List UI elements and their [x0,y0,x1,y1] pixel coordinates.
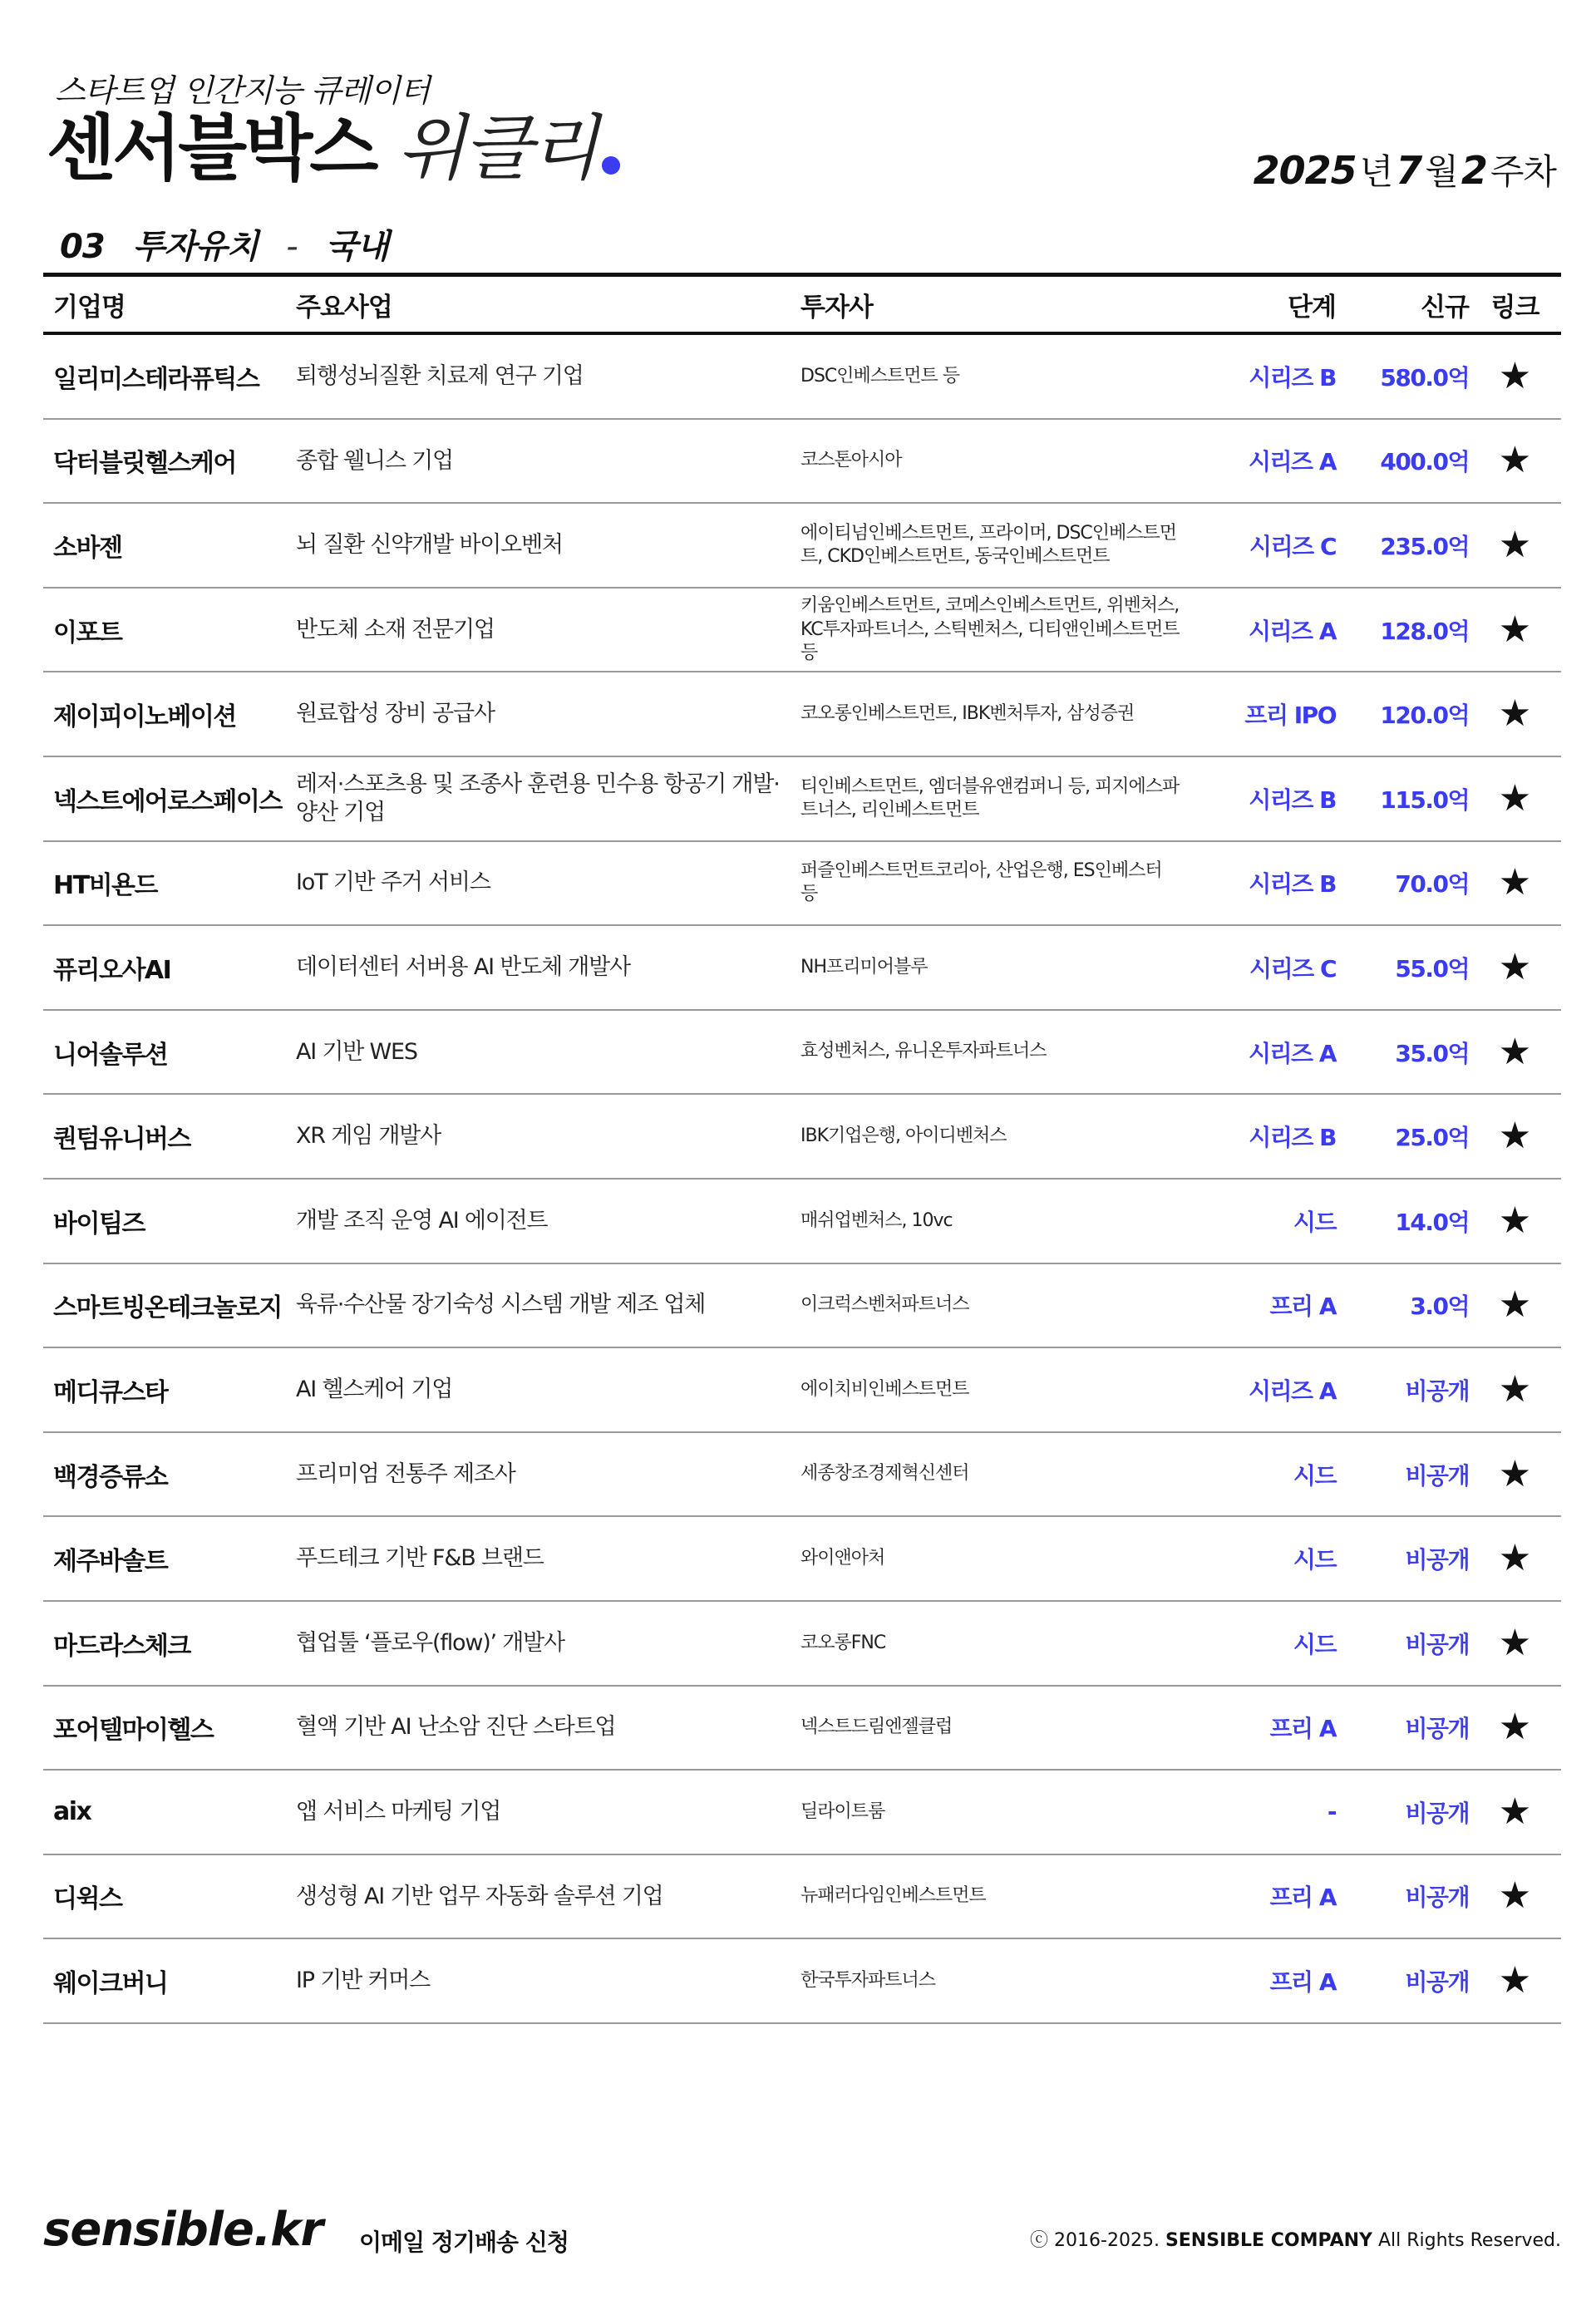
page-footer [43,2201,1561,2259]
investment-stage: 시리즈 B [1249,363,1336,392]
business-description: 혈액 기반 AI 난소암 진단 스타트업 [296,1714,616,1741]
investment-amount: 비공개 [1405,1884,1469,1912]
investors-list: 넥스트드림엔젤클럽 [800,1716,953,1738]
brand-dot-icon [602,156,620,175]
issue-week [1254,145,1556,195]
investors-list: 퍼즐인베스트먼트코리아, 산업은행, ES인베스터 등 [800,860,1162,905]
company-name: 웨이크버니 [53,1969,168,1999]
investors-list: 세종창조경제혁신센터 [800,1463,969,1485]
company-name: 퓨리오사AI [53,955,171,985]
week-number: 2 [1461,148,1487,193]
investment-stage: 시리즈 A [1248,1377,1336,1405]
subscribe-link[interactable]: 이메일 정기배송 신청 [359,2229,569,2256]
copyright-company: SENSIBLE COMPANY [1165,2230,1372,2251]
company-name: 넥스트에어로스페이스 [53,786,282,816]
investors-list: 한국투자파트너스 [800,1970,936,1991]
business-description: IoT 기반 주거 서비스 [296,869,490,896]
business-description: 데이터센터 서버용 AI 반도체 개발사 [296,954,630,981]
investment-amount: 70.0억 [1395,870,1469,899]
table-row [43,1602,1561,1687]
week-year-unit: 년 [1359,151,1393,192]
section-dash: - [286,228,298,266]
brand-title [47,107,620,190]
investors-list: 에이티넘인베스트먼트, 프라이머, DSC인베스트먼트, CKD인베스트먼트, 동국인베스트먼트 [800,522,1177,567]
investors-list: 코스톤아시아 [800,450,902,471]
investment-amount: 비공개 [1405,1630,1469,1658]
section-heading [60,220,388,268]
investment-stage: 프리 A [1269,1968,1336,1997]
copyright [1030,2226,1561,2252]
investment-stage: 시드 [1293,1208,1336,1236]
business-description: 뇌 질환 신약개발 바이오벤처 [296,532,563,559]
company-name: 닥터블릿헬스케어 [53,449,236,479]
star-link-icon[interactable]: ★ [1498,1537,1532,1580]
company-name: 제이피이노베이션 [53,702,236,732]
table-row [43,504,1561,589]
star-link-icon[interactable]: ★ [1498,1030,1532,1073]
business-description: 생성형 AI 기반 업무 자동화 솔루션 기업 [296,1883,663,1909]
investment-stage: 시리즈 B [1249,1124,1336,1152]
investment-amount: 400.0억 [1380,448,1469,476]
company-name: 스마트빙온테크놀로지 [53,1293,282,1323]
investment-amount: 3.0억 [1410,1293,1469,1321]
table-row [43,842,1561,927]
business-description: 반도체 소재 전문기업 [296,616,495,643]
investment-stage: - [1327,1798,1336,1826]
investment-amount: 비공개 [1405,1461,1469,1490]
table-header [43,277,1561,335]
table-row [43,1687,1561,1771]
investment-amount: 비공개 [1405,1546,1469,1574]
company-name: 메디큐스타 [53,1377,168,1407]
business-description: 협업툴 ‘플로우(flow)’ 개발사 [296,1629,564,1656]
star-link-icon[interactable]: ★ [1498,1621,1532,1664]
business-description: IP 기반 커머스 [296,1968,431,1994]
table-row [43,1433,1561,1518]
investment-stage: 시리즈 A [1248,448,1336,476]
star-link-icon[interactable]: ★ [1498,1790,1532,1833]
table-row [43,420,1561,505]
company-name: HT비욘드 [53,871,158,901]
investment-amount: 비공개 [1405,1715,1469,1743]
star-link-icon[interactable]: ★ [1498,945,1532,988]
company-name: 디윅스 [53,1884,122,1914]
investors-list: 에이치비인베스트먼트 [800,1378,969,1400]
company-name: 이포트 [53,618,122,648]
investors-list: IBK기업은행, 아이디벤처스 [800,1125,1007,1147]
company-name: 바이팀즈 [53,1209,145,1239]
star-link-icon[interactable]: ★ [1498,1367,1532,1411]
investors-list: 딜라이트룸 [800,1800,885,1822]
business-description: XR 게임 개발사 [296,1123,441,1150]
investors-list: 코오롱인베스트먼트, IBK벤처투자, 삼성증권 [800,703,1135,725]
investors-list: 키움인베스트먼트, 코메스인베스트먼트, 위벤처스, KC투자파트너스, 스틱벤처스, 디티앤인베스트먼트 등 [800,595,1180,663]
brand-weekly: 위클리 [397,107,597,190]
investors-list: 티인베스트먼트, 엠더블유앤컴퍼니 등, 피지에스파트너스, 리인베스트먼트 [800,776,1180,820]
week-month: 7 [1396,148,1422,193]
investment-amount: 580.0억 [1380,363,1469,392]
investors-list: 뉴패러다임인베스트먼트 [800,1885,986,1907]
star-link-icon[interactable]: ★ [1498,439,1532,482]
table-row [43,335,1561,420]
table-row [43,1517,1561,1602]
brand-name: 센서블박스 [47,107,376,190]
table-row [43,1939,1561,2024]
investment-amount: 235.0억 [1380,532,1469,560]
column-header-stage: 단계 [1288,292,1336,323]
investment-stage: 시리즈 A [1248,1039,1336,1067]
star-link-icon[interactable]: ★ [1498,1706,1532,1749]
investment-amount: 35.0억 [1395,1039,1469,1067]
sensible-logo[interactable]: sensible.kr [43,2203,323,2257]
investment-stage: 시리즈 B [1249,786,1336,814]
star-link-icon[interactable]: ★ [1498,608,1532,651]
star-link-icon[interactable]: ★ [1498,1452,1532,1495]
company-name: 퀀텀유니버스 [53,1125,190,1155]
company-name: 소바젠 [53,533,122,563]
star-link-icon[interactable]: ★ [1498,1959,1532,2002]
business-description: 레저·스포츠용 및 조종사 훈련용 민수용 항공기 개발·양산 기업 [296,771,780,825]
table-row [43,926,1561,1011]
investment-amount: 비공개 [1405,1968,1469,1997]
header-subtitle: 스타트업 인간지능 큐레이터 [55,72,430,109]
column-header-amount: 신규 [1421,292,1469,323]
company-name: 제주바솔트 [53,1547,168,1577]
business-description: AI 기반 WES [296,1038,417,1065]
page-header [43,58,1556,208]
investment-stage: 시리즈 C [1249,532,1336,560]
table-row [43,1264,1561,1349]
business-description: 앱 서비스 마케팅 기업 [296,1799,501,1825]
investment-amount: 25.0억 [1395,1124,1469,1152]
investment-stage: 프리 IPO [1244,702,1336,730]
section-title: 투자유치 [132,228,259,266]
investment-stage: 프리 A [1269,1293,1336,1321]
star-link-icon[interactable]: ★ [1498,1199,1532,1242]
investment-stage: 시리즈 A [1248,617,1336,645]
investors-list: 코오롱FNC [800,1632,886,1653]
company-name: 일리미스테라퓨틱스 [53,364,259,394]
table-row [43,1855,1561,1940]
table-row [43,1011,1561,1096]
table-row [43,757,1561,842]
investment-amount: 128.0억 [1380,617,1469,645]
company-name: 니어솔루션 [53,1040,168,1070]
table-row [43,672,1561,757]
star-link-icon[interactable]: ★ [1498,692,1532,736]
star-link-icon[interactable]: ★ [1498,1115,1532,1158]
investment-amount: 비공개 [1405,1799,1469,1827]
investors-list: 이크럭스벤처파트너스 [800,1294,969,1316]
business-description: AI 헬스케어 기업 [296,1377,453,1403]
business-description: 푸드테크 기반 F&B 브랜드 [296,1545,544,1572]
star-link-icon[interactable]: ★ [1498,861,1532,904]
section-number: 03 [60,228,105,266]
table-row [43,1348,1561,1433]
section-region: 국내 [325,228,388,266]
investment-stage: 프리 A [1269,1715,1336,1743]
copyright-prefix: ⓒ 2016-2025. [1030,2230,1160,2251]
investment-amount: 115.0억 [1380,786,1469,814]
business-description: 육류·수산물 장기숙성 시스템 개발 제조 업체 [296,1292,706,1318]
business-description: 개발 조직 운영 AI 에이전트 [296,1207,548,1234]
table-row [43,589,1561,673]
company-name: aix [53,1797,91,1827]
table-row [43,1180,1561,1264]
investment-stage: 시드 [1293,1461,1336,1490]
investment-table [43,273,1561,2024]
company-name: 백경증류소 [53,1462,168,1492]
investors-list: 와이앤아처 [800,1548,885,1569]
star-link-icon[interactable]: ★ [1498,354,1532,397]
investment-amount: 비공개 [1405,1377,1469,1405]
business-description: 프리미엄 전통주 제조사 [296,1460,515,1487]
investment-amount: 55.0억 [1395,954,1469,983]
investors-list: NH프리미어블루 [800,956,928,978]
business-description: 종합 웰니스 기업 [296,447,453,474]
business-description: 원료합성 장비 공급사 [296,701,495,727]
table-row [43,1771,1561,1855]
investment-amount: 14.0억 [1395,1208,1469,1236]
company-name: 마드라스체크 [53,1631,190,1661]
business-description: 퇴행성뇌질환 치료제 연구 기업 [296,362,584,389]
column-header-business: 주요사업 [296,292,392,323]
star-link-icon[interactable]: ★ [1498,523,1532,566]
star-link-icon[interactable]: ★ [1498,1283,1532,1327]
investment-stage: 시드 [1293,1546,1336,1574]
company-name: 포어텔마이헬스 [53,1716,214,1746]
week-number-unit: 주차 [1490,151,1556,192]
copyright-rights: All Rights Reserved. [1377,2230,1561,2251]
investment-amount: 120.0억 [1380,702,1469,730]
table-body [43,335,1561,2024]
week-month-unit: 월 [1425,151,1458,192]
investment-stage: 시리즈 C [1249,954,1336,983]
column-header-investors: 투자사 [800,292,873,323]
investors-list: 매쉬업벤처스, 10vc [800,1209,953,1231]
column-header-link: 링크 [1490,292,1539,323]
investment-stage: 프리 A [1269,1884,1336,1912]
investment-stage: 시리즈 B [1249,870,1336,899]
investors-list: DSC인베스트먼트 등 [800,365,960,387]
investors-list: 효성벤처스, 유니온투자파트너스 [800,1041,1047,1062]
star-link-icon[interactable]: ★ [1498,1874,1532,1918]
table-row [43,1095,1561,1180]
investment-stage: 시드 [1293,1630,1336,1658]
star-link-icon[interactable]: ★ [1498,776,1532,820]
week-year: 2025 [1253,148,1357,193]
column-header-company: 기업명 [53,292,126,323]
